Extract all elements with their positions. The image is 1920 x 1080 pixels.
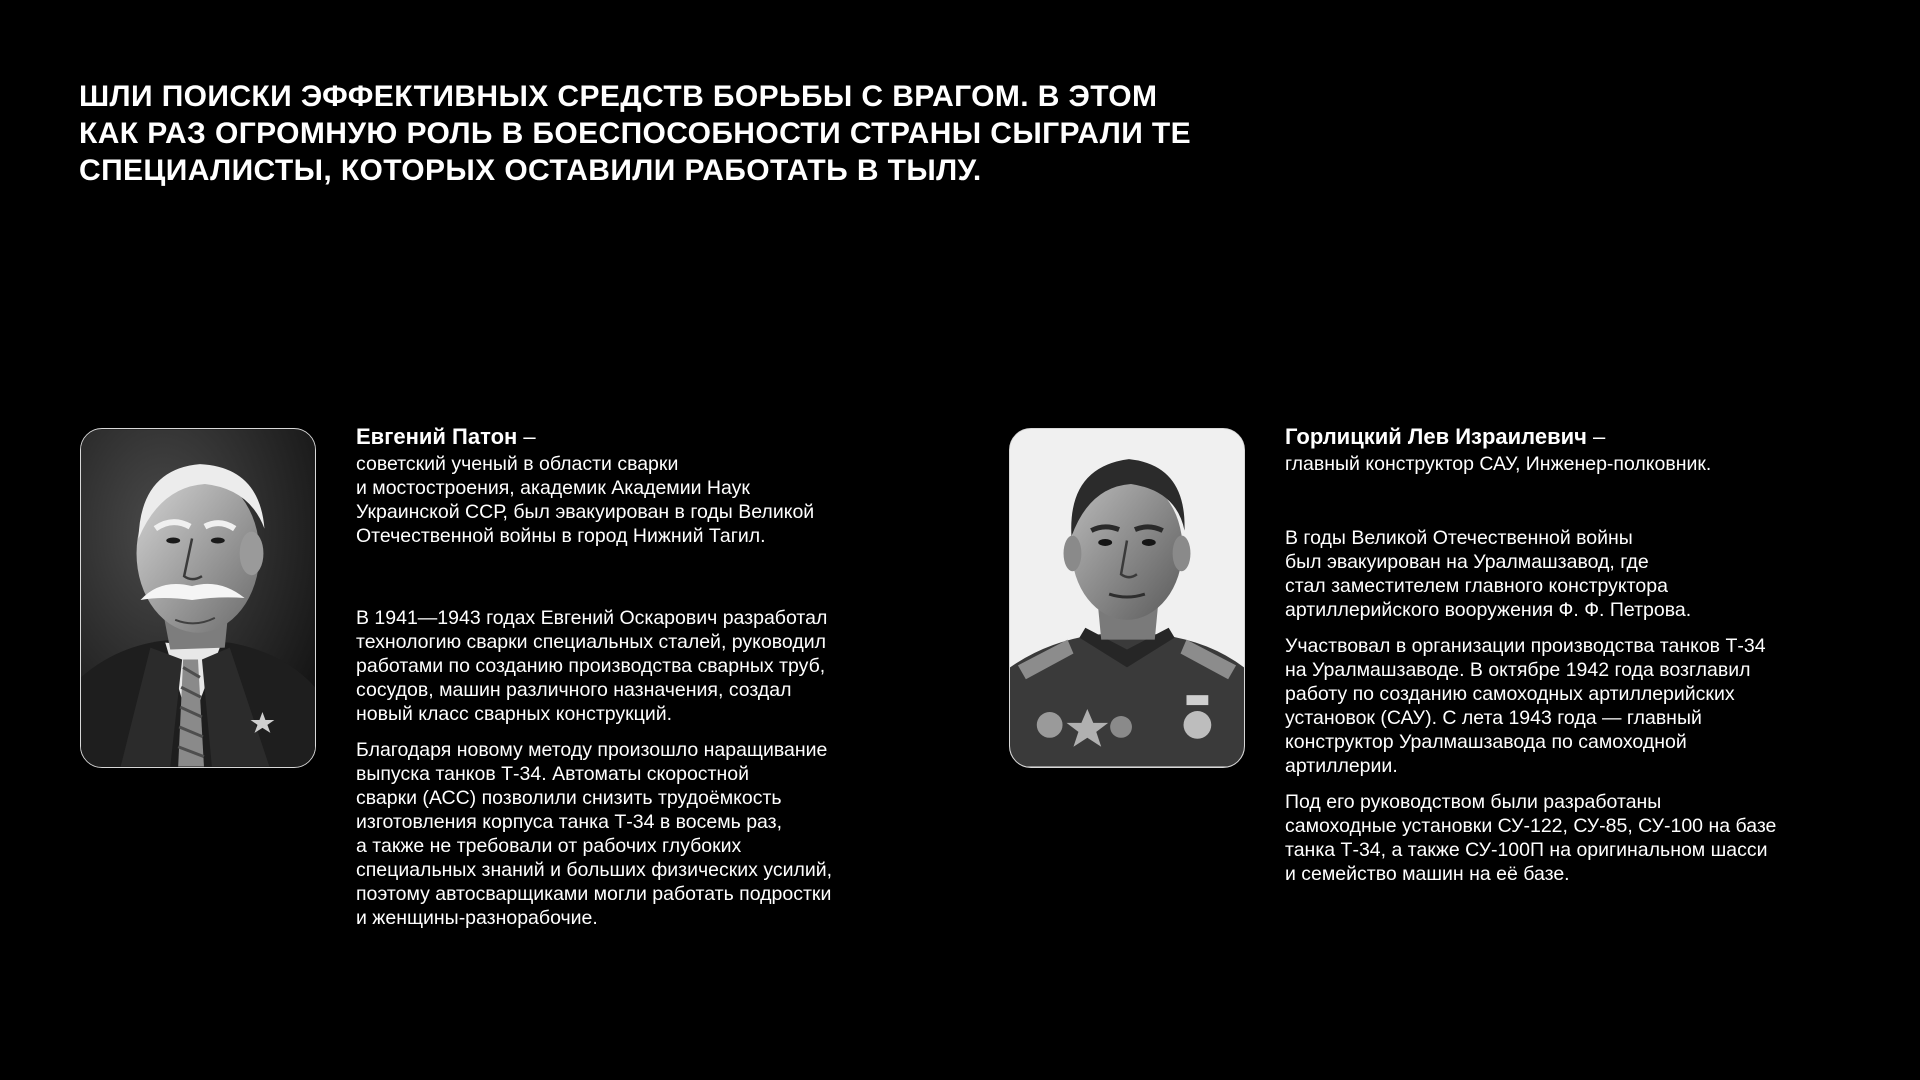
- text-line: на Уралмашзаводе. В октябре 1942 года возглавил: [1285, 659, 1751, 681]
- gorlitsky-name: Горлицкий Лев Израилевич: [1285, 424, 1587, 449]
- text-line: и женщины-разнорабочие.: [356, 907, 598, 929]
- text-line: и семейство машин на её базе.: [1285, 863, 1570, 885]
- text-line: советский ученый в области сварки: [356, 453, 679, 475]
- paton-paragraph-2: [356, 738, 832, 930]
- text-line: сварки (АСС) позволили снизить трудоёмкость: [356, 787, 782, 809]
- name-dash: –: [517, 424, 536, 449]
- text-line: Под его руководством были разработаны: [1285, 791, 1662, 813]
- intro-line: СПЕЦИАЛИСТЫ, КОТОРЫХ ОСТАВИЛИ РАБОТАТЬ В ТЫЛУ.: [79, 154, 982, 187]
- gorlitsky-name-row: [1285, 423, 1776, 451]
- gorlitsky-paragraph-2: [1285, 634, 1776, 778]
- gorlitsky-paragraph-1: [1285, 526, 1776, 622]
- text-line: артиллерии.: [1285, 755, 1398, 777]
- gorlitsky-bio: [1285, 423, 1776, 886]
- text-line: Украинской ССР, был эвакуирован в годы Великой: [356, 501, 815, 523]
- text-line: а также не требовали от рабочих глубоких: [356, 835, 742, 857]
- text-line: Отечественной войны в город Нижний Тагил.: [356, 525, 766, 547]
- text-line: сосудов, машин различного назначения, создал: [356, 679, 792, 701]
- text-line: технологию сварки специальных сталей, руководил: [356, 631, 826, 653]
- text-line: артиллерийского вооружения Ф. Ф. Петрова.: [1285, 599, 1692, 621]
- paton-bio: [356, 423, 832, 930]
- gorlitsky-portrait: [1009, 428, 1245, 768]
- text-line: работами по созданию производства сварных труб,: [356, 655, 826, 677]
- text-line: работу по созданию самоходных артиллерийских: [1285, 683, 1735, 705]
- gorlitsky-photo: [1010, 429, 1244, 767]
- text-line: выпуска танков Т-34. Автоматы скоростной: [356, 763, 749, 785]
- text-line: поэтому автосварщиками могли работать подростки: [356, 883, 832, 905]
- intro-line: КАК РАЗ ОГРОМНУЮ РОЛЬ В БОЕСПОСОБНОСТИ СТРАНЫ СЫГРАЛИ ТЕ: [79, 117, 1192, 150]
- paton-paragraph-1: [356, 606, 832, 726]
- gorlitsky-summary: [1285, 452, 1776, 476]
- text-line: стал заместителем главного конструктора: [1285, 575, 1668, 597]
- text-line: специальных знаний и больших физических усилий,: [356, 859, 833, 881]
- name-dash: –: [1586, 424, 1606, 449]
- paton-name: Евгений Патон: [356, 424, 518, 449]
- text-line: В годы Великой Отечественной войны: [1285, 527, 1633, 549]
- gorlitsky-paragraph-3: [1285, 790, 1776, 886]
- text-line: и мостостроения, академик Академии Наук: [356, 477, 750, 499]
- text-line: главный конструктор САУ, Инженер-полковник.: [1285, 453, 1712, 475]
- intro-heading: [79, 78, 1319, 189]
- text-line: изготовления корпуса танка Т-34 в восемь раз,: [356, 811, 783, 833]
- text-line: танка Т-34, а также СУ-100П на оригинальном шасси: [1285, 839, 1768, 861]
- text-line: новый класс сварных конструкций.: [356, 703, 673, 725]
- text-line: В 1941—1943 годах Евгений Оскарович разработал: [356, 607, 828, 629]
- text-line: конструктор Уралмашзавода по самоходной: [1285, 731, 1687, 753]
- paton-name-row: [356, 423, 832, 451]
- paton-portrait: [80, 428, 316, 768]
- text-line: Благодаря новому методу произошло наращивание: [356, 739, 828, 761]
- paton-photo: [81, 429, 315, 767]
- text-line: Участвовал в организации производства танков Т-34: [1285, 635, 1766, 657]
- intro-line: ШЛИ ПОИСКИ ЭФФЕКТИВНЫХ СРЕДСТВ БОРЬБЫ С ВРАГОМ. В ЭТОМ: [79, 80, 1158, 113]
- text-line: самоходные установки СУ-122, СУ-85, СУ-100 на базе: [1285, 815, 1777, 837]
- text-line: был эвакуирован на Уралмашзавод, где: [1285, 551, 1649, 573]
- text-line: установок (САУ). С лета 1943 года — главный: [1285, 707, 1702, 729]
- paton-summary: [356, 452, 832, 548]
